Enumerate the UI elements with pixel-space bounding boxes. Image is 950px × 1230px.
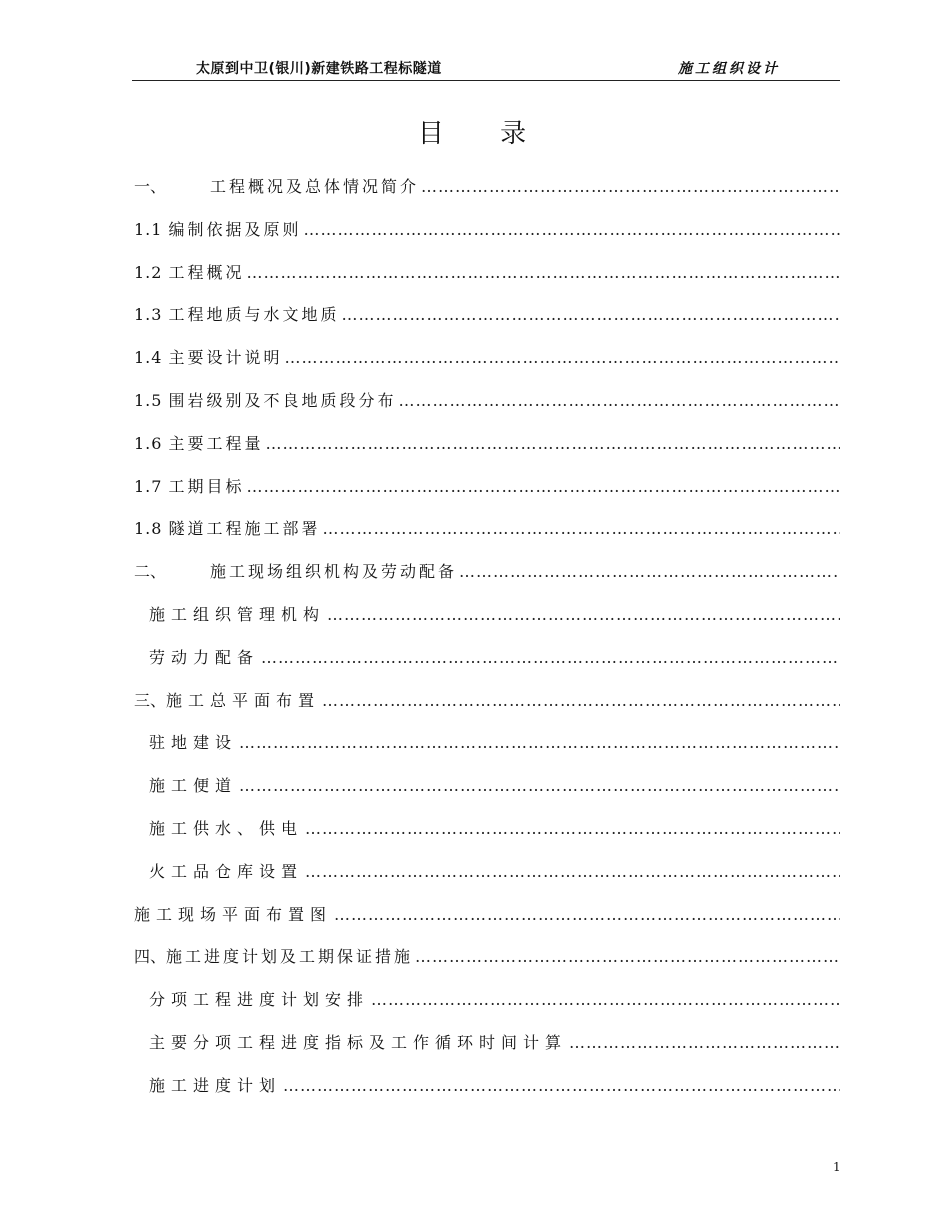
- dot-leader: [239, 776, 840, 795]
- toc-entry-number: 1.1: [134, 219, 163, 239]
- header-project-title: 太原到中卫(银川)新建铁路工程标隧道: [196, 61, 442, 77]
- header-document-type: 施工组织设计: [678, 61, 780, 77]
- toc-entry-label: 施工现场组织机构及劳动配备: [210, 562, 458, 582]
- toc-entry-number: 1.3: [134, 305, 163, 325]
- dot-leader: [305, 819, 840, 838]
- dot-leader: [334, 905, 840, 924]
- toc-entry-number: 三、: [134, 690, 167, 710]
- toc-entry-label: 施工现场平面布置图: [134, 904, 333, 924]
- dot-leader: [398, 391, 840, 410]
- toc-entry-label: 火工品仓库设置: [149, 861, 304, 881]
- toc-entry-number: 1.6: [134, 433, 163, 453]
- toc-entry-number: 1.7: [134, 476, 163, 496]
- toc-entry-number: 二、: [134, 562, 167, 582]
- toc-entry-number: 一、: [134, 177, 167, 196]
- dot-leader: [327, 605, 840, 624]
- toc-entry-label: 施工便道: [149, 776, 238, 796]
- table-of-contents: [134, 174, 840, 1116]
- toc-entry-label: 主要设计说明: [168, 348, 283, 368]
- page-header: [132, 54, 840, 81]
- dot-leader: [246, 263, 840, 282]
- toc-entry-4[interactable]: [134, 944, 840, 987]
- dot-leader: [246, 477, 840, 496]
- page-number: 1: [833, 1160, 841, 1174]
- dot-leader: [261, 648, 840, 667]
- dot-leader: [322, 691, 840, 710]
- dot-leader: [239, 733, 840, 752]
- dot-leader: [305, 862, 840, 881]
- toc-entry-number: 1.8: [134, 519, 163, 539]
- dot-leader: [265, 434, 840, 453]
- toc-entry-subitem-schedule[interactable]: [134, 987, 840, 1030]
- toc-entry-explosives[interactable]: [134, 859, 840, 902]
- toc-entry-number: 1.4: [134, 348, 163, 368]
- dot-leader: [284, 348, 840, 367]
- toc-entry-1-3[interactable]: [134, 302, 840, 345]
- toc-entry-water-power[interactable]: [134, 816, 840, 859]
- toc-entry-1-1[interactable]: [134, 217, 840, 260]
- toc-entry-camp[interactable]: [134, 730, 840, 773]
- toc-entry-label: 施工总平面布置: [166, 690, 321, 710]
- toc-entry-access-road[interactable]: [134, 773, 840, 816]
- toc-entry-label: 编制依据及原则: [168, 219, 302, 239]
- toc-entry-progress-indicators[interactable]: [134, 1030, 840, 1073]
- toc-entry-1-8[interactable]: [134, 516, 840, 559]
- toc-entry-label: 主要分项工程进度指标及工作循环时间计算: [149, 1032, 568, 1052]
- toc-entry-label: 施工进度计划及工期保证措施: [166, 947, 414, 967]
- toc-entry-label: 工程概况及总体情况简介: [210, 177, 420, 196]
- toc-entry-label: 工程地质与水文地质: [168, 305, 340, 325]
- toc-entry-3[interactable]: [134, 688, 840, 731]
- toc-entry-label: 施工进度计划: [149, 1075, 282, 1095]
- toc-entry-label: 工期目标: [168, 476, 245, 496]
- dot-leader: [371, 990, 840, 1009]
- toc-entry-1-7[interactable]: [134, 474, 840, 517]
- toc-entry-org-structure[interactable]: [134, 602, 840, 645]
- dot-leader: [322, 519, 840, 538]
- dot-leader: [459, 562, 840, 581]
- toc-entry-label: 隧道工程施工部署: [168, 519, 321, 539]
- toc-entry-label: 工程概况: [168, 262, 245, 282]
- dot-leader: [341, 305, 840, 324]
- toc-entry-1-4[interactable]: [134, 345, 840, 388]
- toc-entry-label: 施工组织管理机构: [149, 604, 326, 624]
- toc-title: 目 录: [417, 119, 551, 149]
- toc-entry-label: 驻地建设: [149, 733, 238, 753]
- dot-leader: [415, 947, 840, 966]
- toc-entry-number: 四、: [134, 947, 167, 967]
- toc-entry-number: 1.5: [134, 390, 163, 410]
- dot-leader: [303, 220, 840, 239]
- toc-entry-label: 主要工程量: [168, 433, 264, 453]
- dot-leader: [421, 177, 840, 196]
- toc-entry-2[interactable]: [134, 559, 840, 602]
- toc-entry-site-plan[interactable]: [134, 902, 840, 945]
- toc-entry-number: 1.2: [134, 262, 163, 282]
- toc-entry-label: 分项工程进度计划安排: [149, 990, 370, 1010]
- dot-leader: [283, 1076, 840, 1095]
- toc-entry-label: 劳动力配备: [149, 647, 260, 667]
- toc-entry-label: 施工供水、供电: [149, 818, 304, 838]
- toc-entry-1-6[interactable]: [134, 431, 840, 474]
- toc-entry-1-5[interactable]: [134, 388, 840, 431]
- toc-entry-labor[interactable]: [134, 645, 840, 688]
- toc-entry-construction-schedule[interactable]: [134, 1073, 840, 1116]
- toc-entry-1[interactable]: [134, 174, 840, 217]
- toc-entry-label: 围岩级别及不良地质段分布: [168, 390, 397, 410]
- dot-leader: [569, 1033, 840, 1052]
- toc-entry-1-2[interactable]: [134, 260, 840, 303]
